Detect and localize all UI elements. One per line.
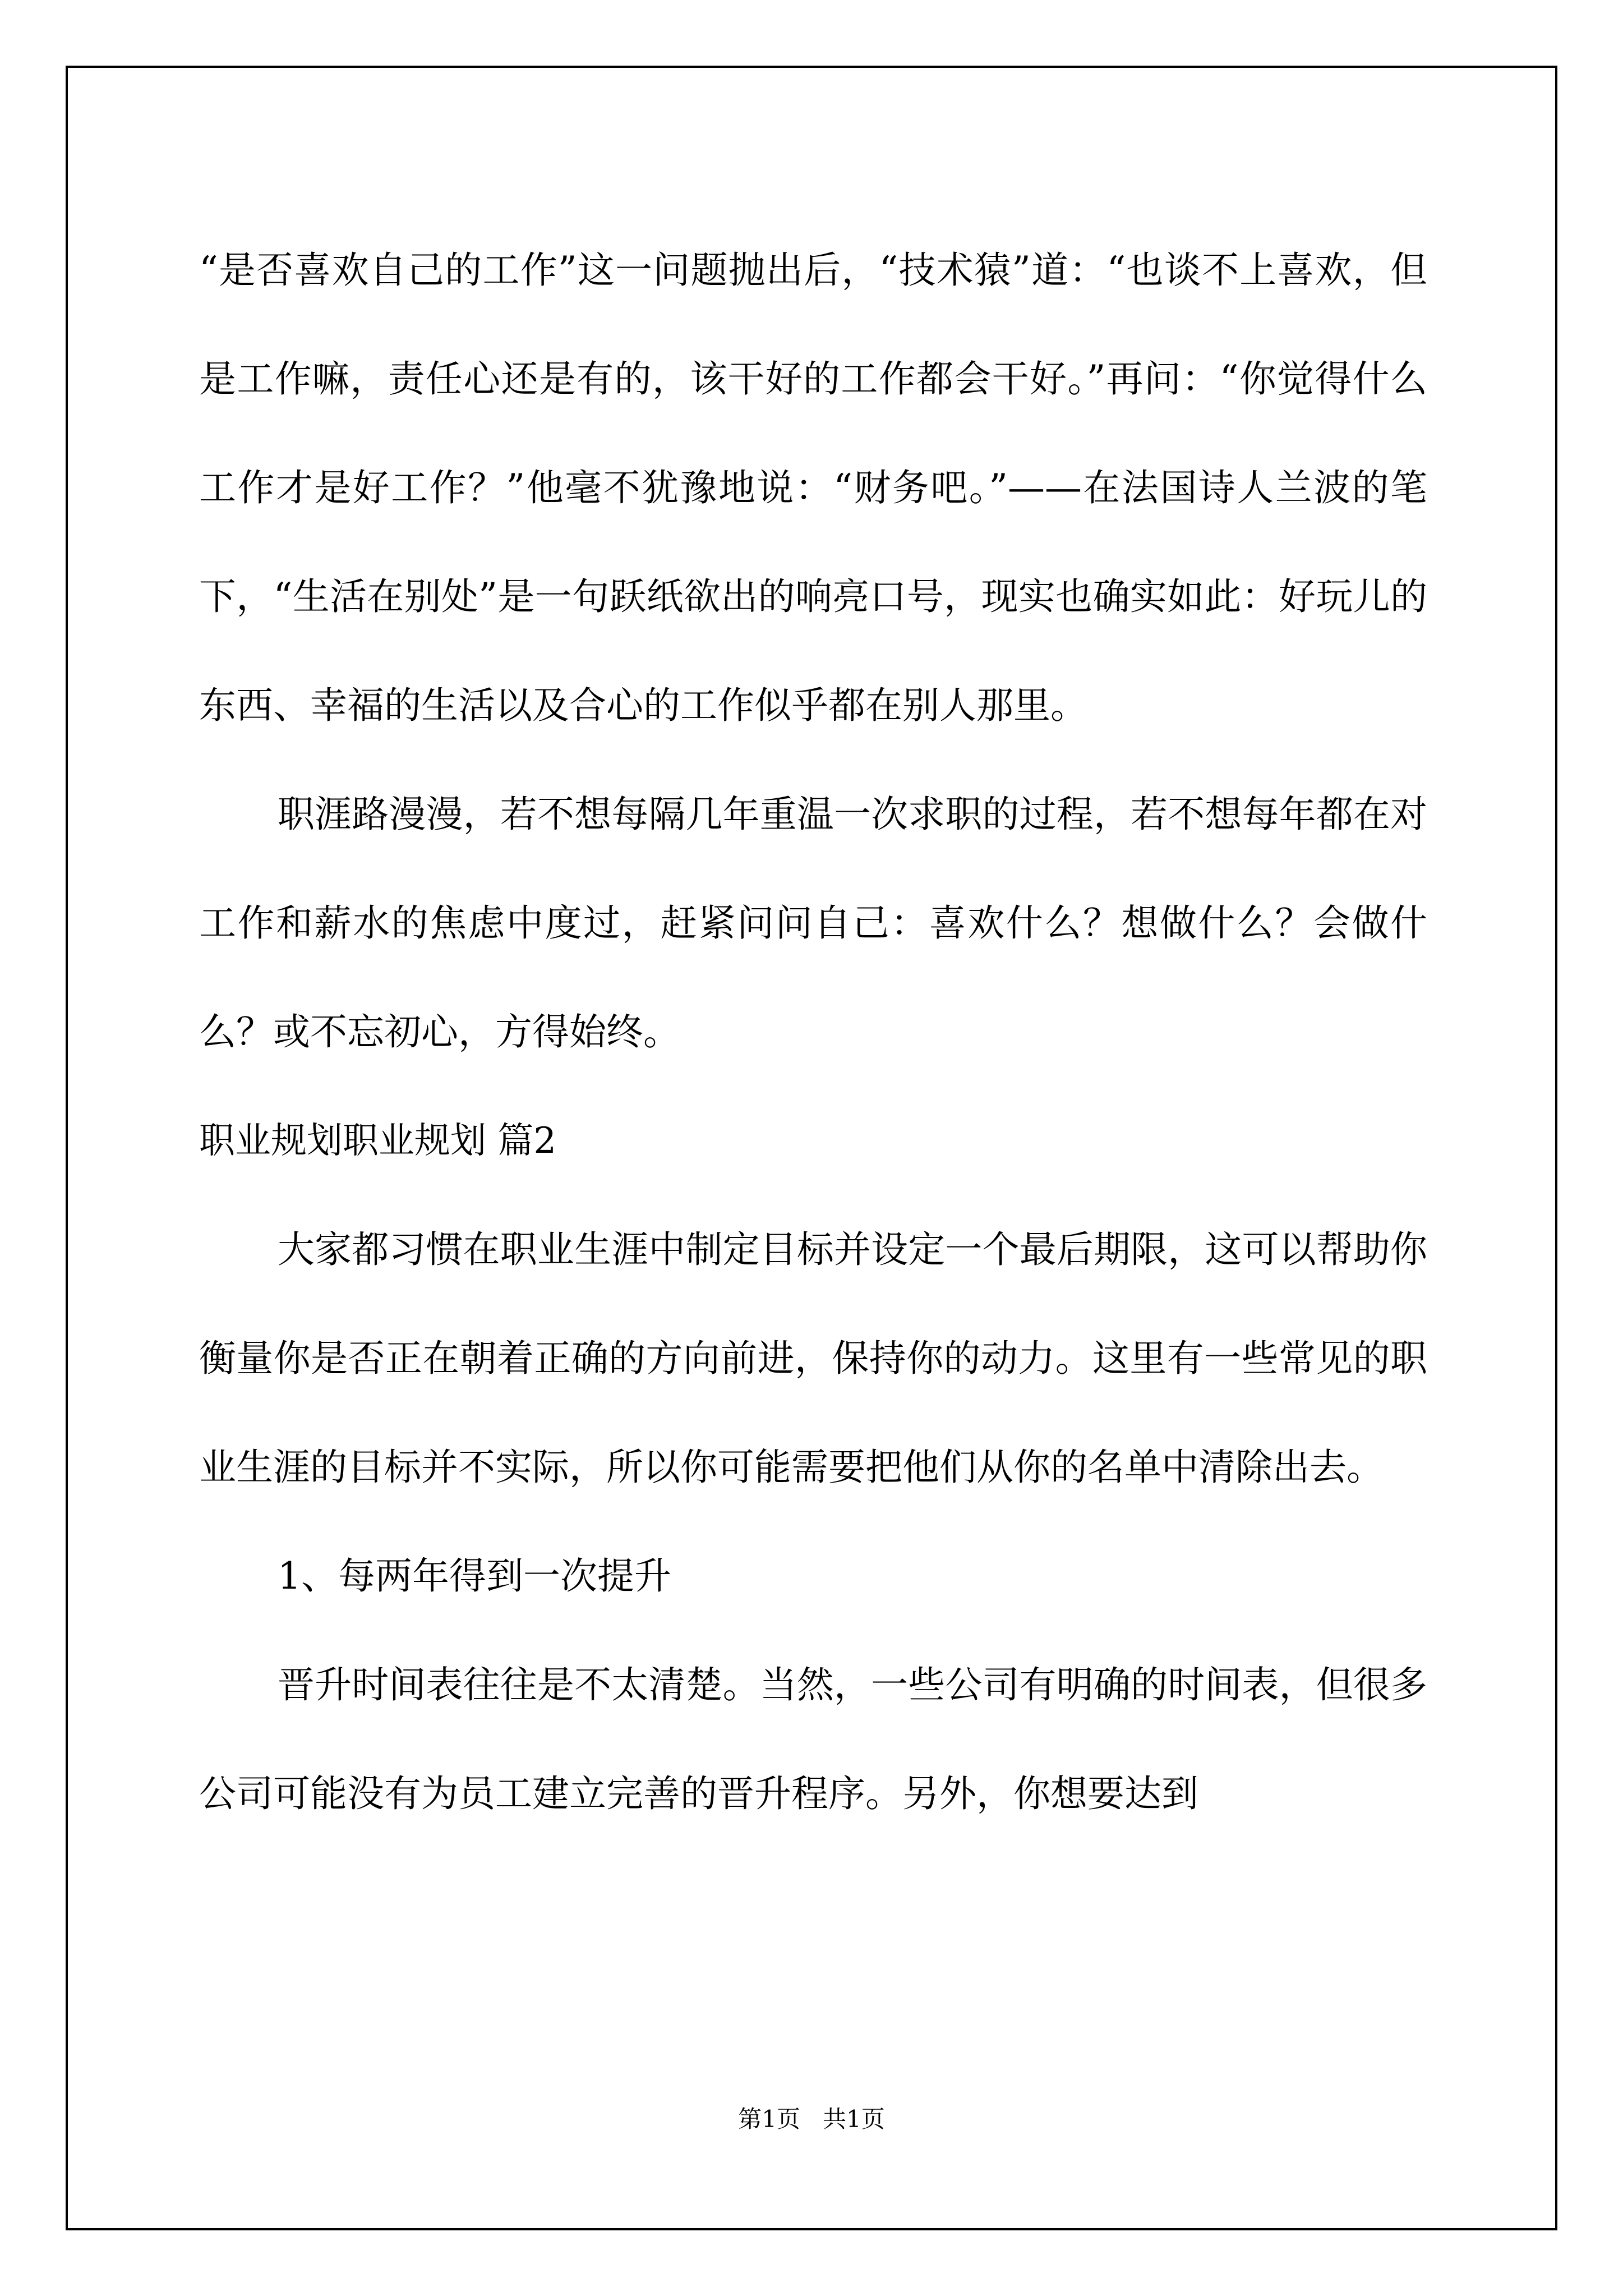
page-footer: [0, 2101, 1623, 2134]
section-paragraph-2: 晋升时间表往往是不太清楚。当然，一些公司有明确的时间表，但很多公司可能没有为员工建立完善的晋升程序。另外，你想要达到: [199, 1663, 1427, 1815]
section-heading: 职业规划职业规划 篇2: [199, 1120, 557, 1162]
document-body: [199, 216, 1427, 1848]
section-paragraph-1: 大家都习惯在职业生涯中制定目标并设定一个最后期限，这可以帮助你衡量你是否正在朝着正确的方向前进，保持你的动力。这里有一些常见的职业生涯的目标并不实际，所以你可能需要把他们从你的名单中清除出去。: [199, 1228, 1427, 1489]
paragraph-1: “是否喜欢自己的工作”这一问题抛出后，“技术猿”道：“也谈不上喜欢，但是工作嘛，责任心还是有的，该干好的工作都会干好。”再问：“你觉得什么工作才是好工作？”他毫不犹豫地说：“财务吧。”——在法国诗人兰波的笔下，“生活在别处”是一句跃纸欲出的响亮口号，现实也确实如此：好玩儿的东西、幸福的生活以及合心的工作似乎都在别人那里。: [199, 249, 1427, 727]
paragraph-2: 职涯路漫漫，若不想每隔几年重温一次求职的过程，若不想每年都在对工作和薪水的焦虑中度过，赶紧问问自己：喜欢什么？想做什么？会做什么？或不忘初心，方得始终。: [199, 793, 1427, 1053]
page-number-total: 共1页: [823, 2105, 885, 2133]
section-list-item-1: 1、每两年得到一次提升: [278, 1554, 671, 1598]
page-number-current: 第1页: [738, 2105, 800, 2133]
